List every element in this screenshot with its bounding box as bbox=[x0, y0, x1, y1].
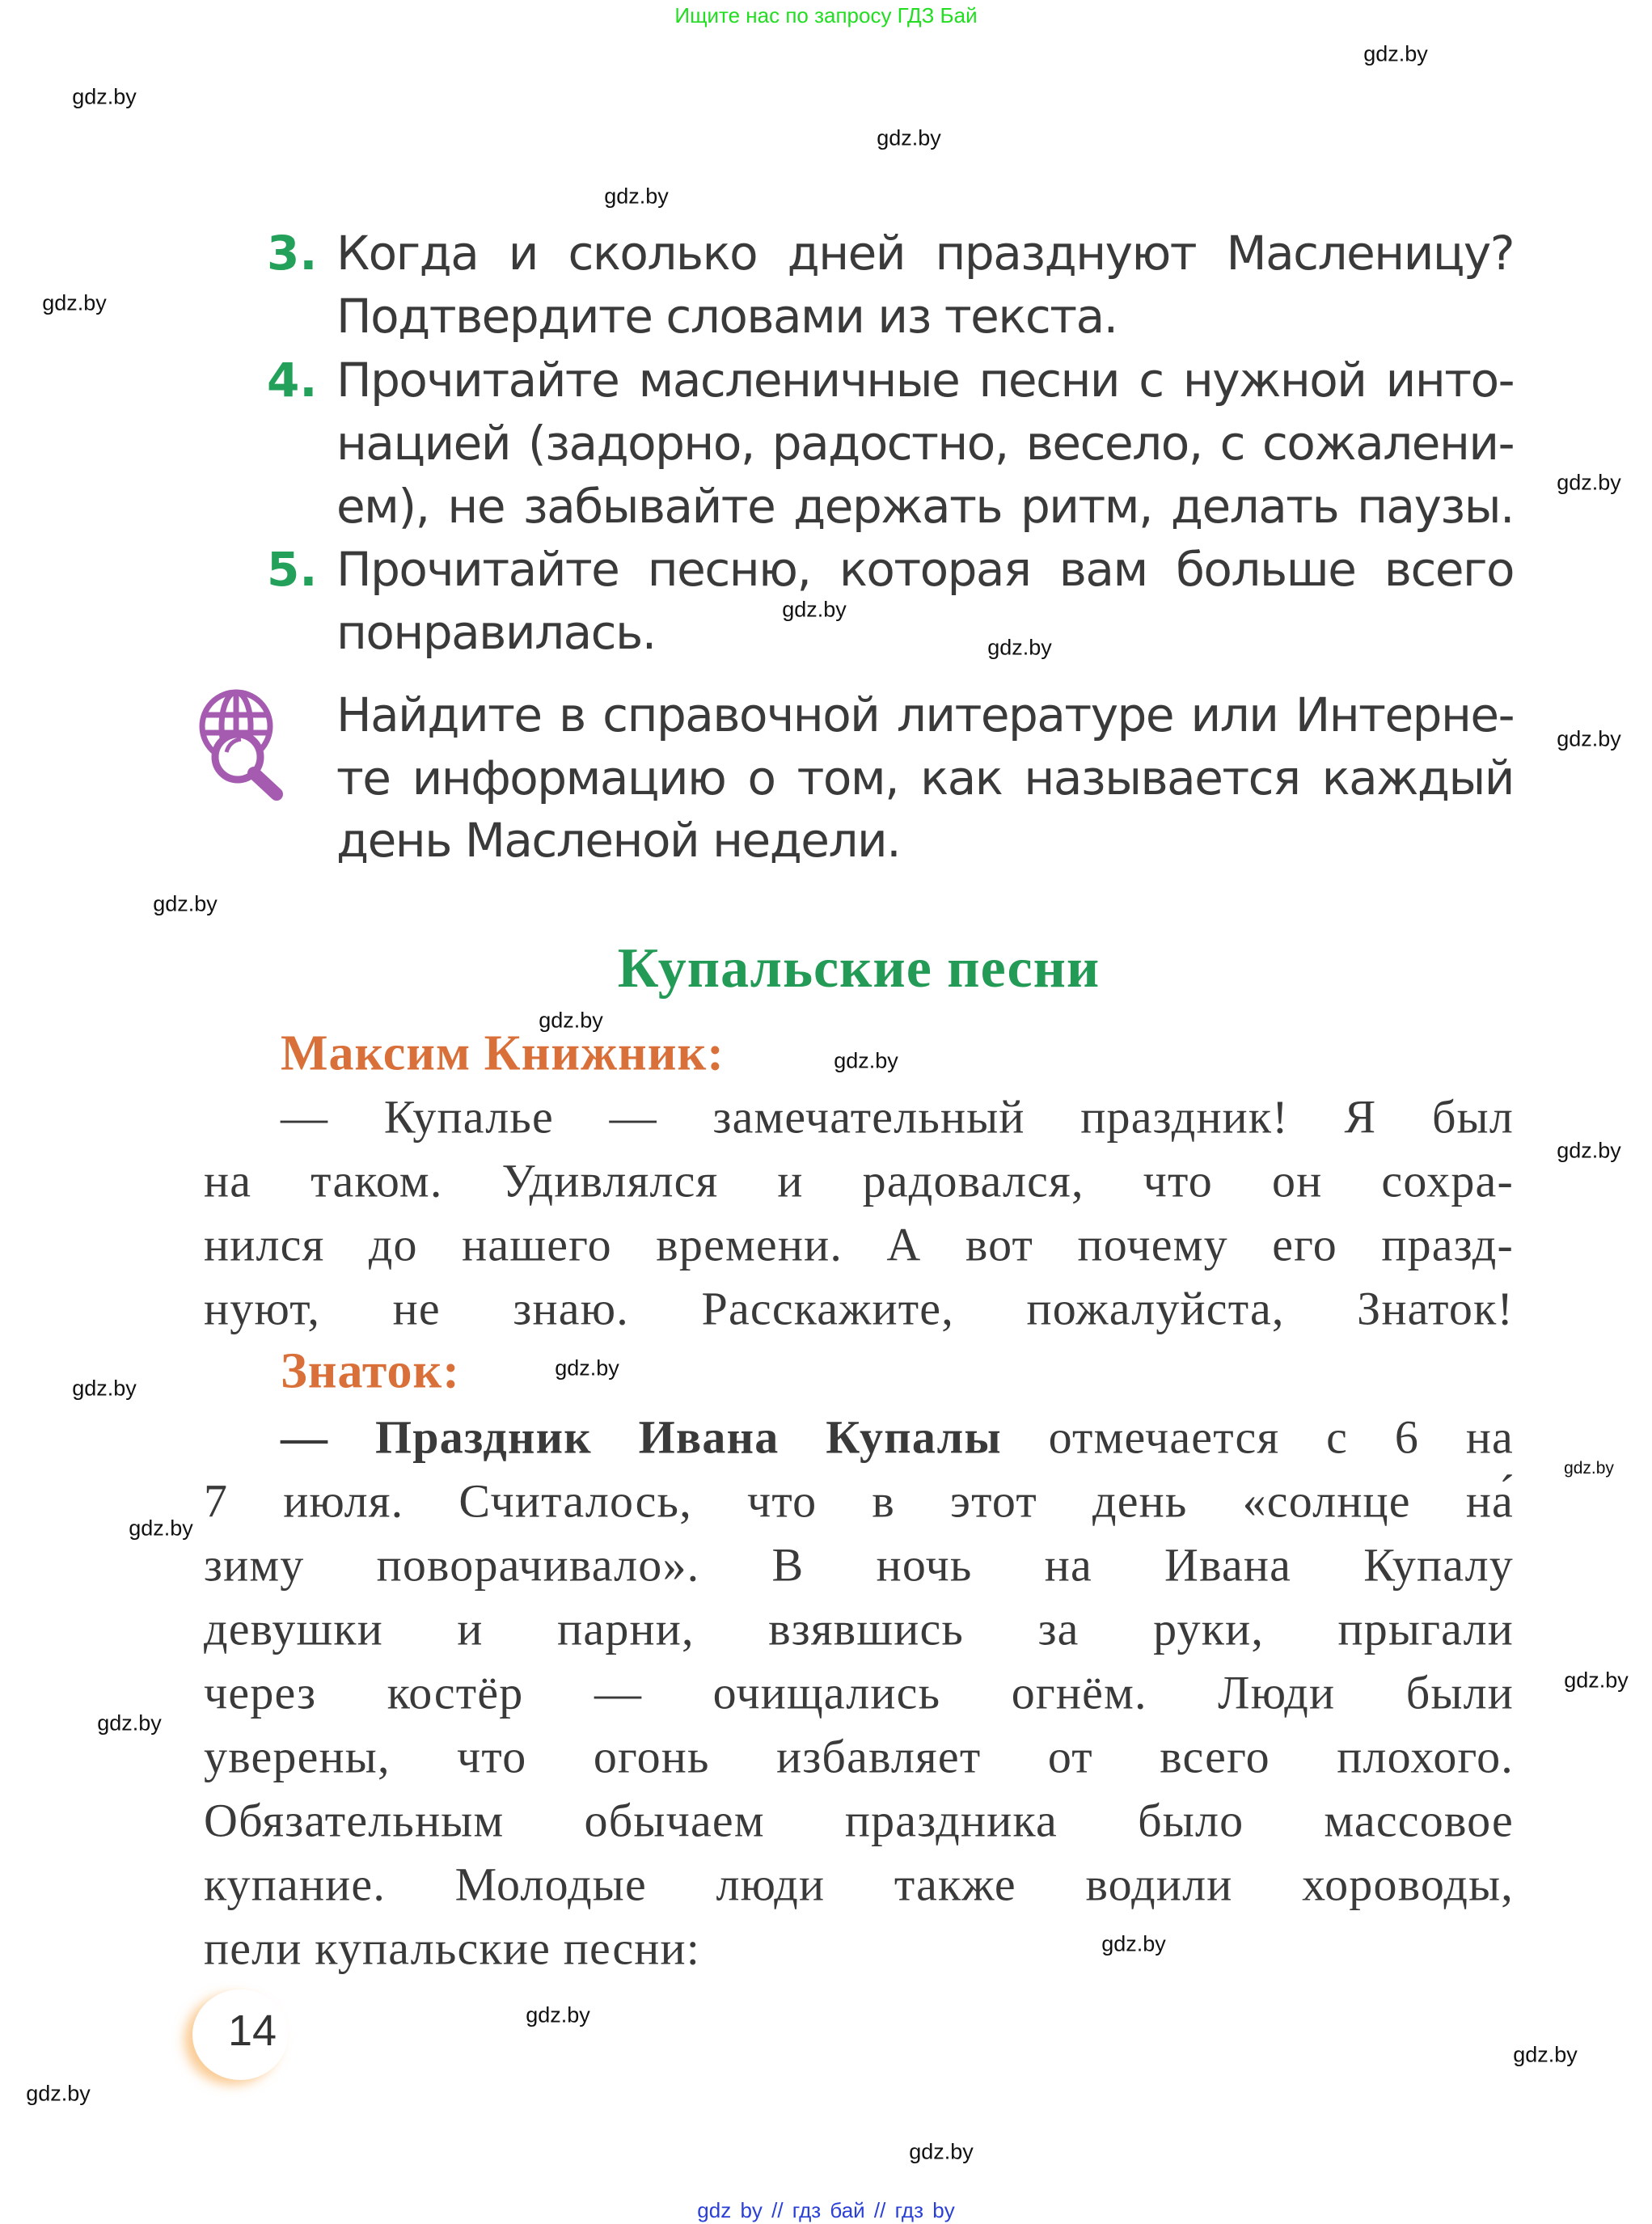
dialogue-line: нился до нашего времени. А вот почему его празд- bbox=[204, 1218, 1514, 1271]
dialogue-line: на таком. Удивлялся и радовался, что он сохра- bbox=[204, 1154, 1514, 1207]
watermark: gdz.by bbox=[1557, 726, 1621, 751]
watermark: gdz.by bbox=[1363, 41, 1428, 66]
watermark: gdz.by bbox=[42, 290, 107, 315]
research-task-line: Найдите в справочной литературе или Интерне- bbox=[336, 687, 1514, 742]
watermark: gdz.by bbox=[72, 1376, 137, 1401]
question-line: ем), не забывайте держать ритм, делать паузы. bbox=[336, 479, 1514, 534]
watermark: gdz.by bbox=[555, 1355, 619, 1380]
watermark: gdz.by bbox=[909, 2139, 974, 2164]
watermark: gdz.by bbox=[604, 184, 669, 209]
globe-search-icon bbox=[196, 687, 291, 801]
question-line: понравилась. bbox=[336, 605, 656, 660]
dialogue-line: Обязательным обычаем праздника было массовое bbox=[204, 1794, 1514, 1847]
question-line: Когда и сколько дней празднуют Масленицу? bbox=[336, 226, 1514, 281]
dialogue-line: нуют, не знаю. Расскажите, пожалуйста, Знаток! bbox=[204, 1282, 1514, 1335]
watermark: gdz.by bbox=[1557, 1138, 1621, 1163]
question-line: Подтвердите словами из текста. bbox=[336, 289, 1118, 344]
section-title: Купальские песни bbox=[617, 937, 1101, 1000]
research-task-line: день Масленой недели. bbox=[336, 813, 901, 868]
watermark: gdz.by bbox=[987, 635, 1052, 660]
dialogue-line: 7 июля. Считалось, что в этот день «солнце на́ bbox=[204, 1474, 1514, 1528]
question-line: Прочитайте песню, которая вам больше всего bbox=[336, 542, 1514, 597]
dialogue-line: девушки и парни, взявшись за руки, прыгали bbox=[204, 1602, 1514, 1655]
watermark: gdz.by bbox=[1101, 1931, 1166, 1956]
watermark: gdz.by bbox=[153, 891, 218, 916]
header-banner: Ищите нас по запросу ГДЗ Бай bbox=[674, 3, 978, 27]
dialogue-text: отмечается с 6 на bbox=[1001, 1410, 1515, 1464]
watermark: gdz.by bbox=[97, 1710, 162, 1736]
dialogue-line: уверены, что огонь избавляет от всего плохого. bbox=[204, 1730, 1514, 1783]
watermark: gdz.by bbox=[782, 597, 847, 622]
watermark: gdz.by bbox=[834, 1048, 898, 1073]
question-number: 5. bbox=[267, 542, 318, 597]
dialogue-line: — Купалье — замечательный праздник! Я был bbox=[281, 1090, 1514, 1144]
watermark: gdz.by bbox=[1564, 1459, 1614, 1478]
watermark: gdz.by bbox=[26, 2081, 91, 2106]
dialogue-line: зиму поворачивало». В ночь на Ивана Купалу bbox=[204, 1538, 1514, 1592]
speaker-name: Максим Книжник: bbox=[281, 1025, 725, 1081]
speaker-name: Знаток: bbox=[281, 1343, 460, 1399]
watermark: gdz.by bbox=[1564, 1668, 1629, 1693]
question-line: Прочитайте масленичные песни с нужной инто- bbox=[336, 353, 1514, 408]
watermark: gdz.by bbox=[539, 1008, 603, 1033]
dialogue-line: через костёр — очищались огнём. Люди были bbox=[204, 1666, 1514, 1719]
question-number: 3. bbox=[267, 226, 318, 281]
watermark: gdz.by bbox=[877, 125, 941, 150]
holiday-name-bold: — Праздник Ивана Купалы bbox=[281, 1410, 1002, 1464]
dialogue-line: купание. Молодые люди также водили хороводы, bbox=[204, 1858, 1514, 1911]
research-task-line: те информацию о том, как называется каждый bbox=[336, 750, 1514, 805]
watermark: gdz.by bbox=[72, 84, 137, 109]
page-number: 14 bbox=[228, 2006, 277, 2055]
watermark: gdz.by bbox=[1513, 2042, 1578, 2067]
question-number: 4. bbox=[267, 353, 318, 408]
watermark: gdz.by bbox=[129, 1516, 193, 1541]
watermark: gdz.by bbox=[526, 2002, 590, 2027]
footer-banner: gdz by // гдз бай // гдз by bbox=[697, 2198, 955, 2222]
dialogue-line bbox=[281, 1406, 1514, 1469]
watermark: gdz.by bbox=[1557, 470, 1621, 495]
dialogue-line: пели купальские песни: bbox=[204, 1922, 701, 1975]
question-line: нацией (задорно, радостно, весело, с сожалени- bbox=[336, 416, 1514, 471]
